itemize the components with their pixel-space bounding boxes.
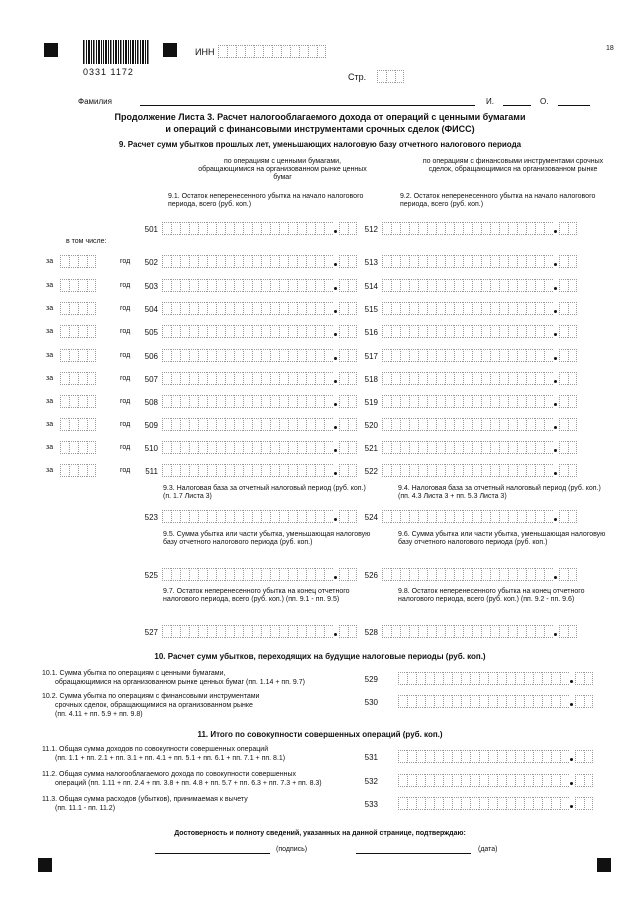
page-number-field[interactable]: [377, 70, 404, 83]
line-code-530: 530: [364, 698, 378, 707]
line-code-right: 513: [364, 258, 378, 267]
corner-marker-top-mid: [163, 43, 177, 57]
god-label: год: [120, 467, 131, 474]
line-code-524: 524: [364, 513, 378, 522]
item-11-1-line2: (пп. 1.1 + пп. 2.1 + пп. 3.1 + пп. 4.1 + пп. 5.1 + пп. 6.1 + пп. 7.1 + пп. 8.1): [55, 755, 286, 762]
za-label: за: [46, 328, 54, 335]
line-code-left: 511: [145, 467, 158, 476]
item-9-3-label: 9.3. Налоговая база за отчетный налоговый период (руб. коп.) (п. 1.7 Листа 3): [163, 485, 366, 500]
date-label: (дата): [478, 846, 498, 853]
year-field[interactable]: [60, 279, 96, 292]
line-code-left: 503: [144, 282, 158, 291]
including-label: в том числе:: [66, 238, 107, 245]
line-code-right: 517: [364, 352, 378, 361]
initial-o-label: О.: [540, 97, 549, 106]
initial-i-field[interactable]: [503, 105, 531, 106]
line-code-right: 512: [364, 225, 378, 234]
line-code-right: 520: [364, 421, 378, 430]
page-title-line1: Продолжение Листа 3. Расчет налогооблагаемого дохода от операций с ценными бумагами: [114, 112, 526, 122]
initial-o-field[interactable]: [558, 105, 590, 106]
line-code-left: 501: [144, 225, 158, 234]
year-field[interactable]: [60, 418, 96, 431]
right-column-title: по операциям с финансовыми инструментами срочных сделок, обращающимися на организованном рынке: [422, 158, 604, 173]
amount-field-left[interactable]: [162, 372, 357, 385]
amount-field-524[interactable]: [382, 510, 577, 523]
za-label: за: [46, 444, 54, 451]
page-label: Стр.: [348, 72, 367, 82]
item-11-2-line1: 11.2. Общая сумма налогооблагаемого дохода по совокупности совершенных: [42, 771, 297, 778]
amount-field-532[interactable]: [398, 774, 593, 787]
amount-field-left[interactable]: [162, 418, 357, 431]
item-9-4-label: 9.4. Налоговая база за отчетный налоговый период (руб. коп.) (пп. 4.3 Листа 3 + пп. 5.3 Листа 3): [398, 485, 601, 500]
confirmation-text: Достоверность и полноту сведений, указанных на данной странице, подтверждаю:: [174, 830, 466, 837]
god-label: год: [120, 421, 131, 428]
amount-field-left[interactable]: [162, 349, 357, 362]
amount-field-right[interactable]: [382, 395, 577, 408]
year-field[interactable]: [60, 325, 96, 338]
item-11-3-line2: (пп. 11.1 - пп. 11.2): [55, 805, 116, 812]
year-field[interactable]: [60, 464, 96, 477]
line-code-left: 507: [144, 375, 158, 384]
year-field[interactable]: [60, 302, 96, 315]
amount-field-right[interactable]: [382, 464, 577, 477]
god-label: год: [120, 444, 131, 451]
line-code-left: 505: [144, 328, 158, 337]
amount-field-right[interactable]: [382, 325, 577, 338]
amount-field-right[interactable]: [382, 372, 577, 385]
line-code-left: 510: [144, 444, 158, 453]
god-label: год: [120, 305, 131, 312]
initial-i-label: И.: [486, 97, 494, 106]
year-field[interactable]: [60, 395, 96, 408]
line-code-left: 502: [144, 258, 158, 267]
line-code-531: 531: [364, 753, 378, 762]
line-code-533: 533: [364, 800, 378, 809]
line-code-523: 523: [144, 513, 158, 522]
item-9-6-label: 9.6. Сумма убытка или части убытка, уменьшающая налоговую базу отчетного налогового периода (руб. коп.): [398, 531, 606, 546]
line-code-526: 526: [364, 571, 378, 580]
za-label: за: [46, 421, 54, 428]
line-code-left: 508: [144, 398, 158, 407]
amount-field-533[interactable]: [398, 797, 593, 810]
item-10-1-line2: обращающимися на организованном рынке ценных бумаг (пп. 1.14 + пп. 9.7): [55, 679, 305, 686]
year-field[interactable]: [60, 372, 96, 385]
amount-field-left[interactable]: [162, 395, 357, 408]
item-10-2-line1: 10.2. Сумма убытка по операциям с финансовыми инструментами: [42, 693, 260, 700]
page-corner-number: 18: [606, 45, 614, 52]
amount-field-left[interactable]: [162, 255, 357, 268]
line-code-right: 521: [364, 444, 378, 453]
amount-field-right[interactable]: [382, 418, 577, 431]
amount-field-right[interactable]: [382, 255, 577, 268]
signature-field[interactable]: [155, 853, 270, 854]
god-label: год: [120, 375, 131, 382]
left-column-title: по операциям с ценными бумагами, обращающимися на организованном рынке ценных бумаг: [198, 158, 367, 181]
amount-field-right[interactable]: [382, 302, 577, 315]
inn-field[interactable]: [218, 45, 326, 58]
line-code-right: 522: [364, 467, 378, 476]
za-label: за: [46, 282, 54, 289]
amount-field-left[interactable]: [162, 302, 357, 315]
item-9-8-label: 9.8. Остаток неперенесенного убытка на конец отчетного налогового периода, всего (руб. коп.) (пп. 9.2 - пп. 9.6): [398, 588, 585, 603]
item-9-1-label: 9.1. Остаток неперенесенного убытка на начало налогового периода, всего (руб. коп.): [168, 193, 364, 208]
amount-field-left[interactable]: [162, 325, 357, 338]
amount-field-left[interactable]: [162, 464, 357, 477]
item-9-7-label: 9.7. Остаток неперенесенного убытка на конец отчетного налогового периода, всего (руб. коп.) (пп. 9.1 - пп. 9.5): [163, 588, 350, 603]
date-field[interactable]: [356, 853, 471, 854]
line-code-right: 516: [364, 328, 378, 337]
item-10-2-line2: срочных сделок, обращающимися на организованном рынке: [55, 702, 253, 709]
line-code-528: 528: [364, 628, 378, 637]
god-label: год: [120, 282, 131, 289]
amount-field-right[interactable]: [382, 222, 577, 235]
line-code-527: 527: [144, 628, 158, 637]
line-code-532: 532: [364, 777, 378, 786]
amount-field-527[interactable]: [162, 625, 357, 638]
line-code-529: 529: [364, 675, 378, 684]
za-label: за: [46, 352, 54, 359]
line-code-right: 518: [364, 375, 378, 384]
amount-field-right[interactable]: [382, 349, 577, 362]
amount-field-526[interactable]: [382, 568, 577, 581]
god-label: год: [120, 258, 131, 265]
amount-field-left[interactable]: [162, 279, 357, 292]
item-11-3-line1: 11.3. Общая сумма расходов (убытков), принимаемая к вычету: [42, 796, 248, 803]
amount-field-528[interactable]: [382, 625, 577, 638]
line-code-left: 509: [144, 421, 158, 430]
corner-marker-bottom-right: [597, 858, 611, 872]
year-field[interactable]: [60, 255, 96, 268]
line-code-right: 519: [364, 398, 378, 407]
section9-heading: 9. Расчет сумм убытков прошлых лет, уменьшающих налоговую базу отчетного налогового периода: [118, 140, 522, 149]
amount-field-531[interactable]: [398, 750, 593, 763]
amount-field-530[interactable]: [398, 695, 593, 708]
item-10-2-line3: (пп. 4.11 + пп. 5.9 + пп. 9.8): [55, 711, 143, 718]
amount-field-right[interactable]: [382, 441, 577, 454]
za-label: за: [46, 305, 54, 312]
section10-heading: 10. Расчет сумм убытков, переходящих на будущие налоговые периоды (руб. коп.): [154, 652, 486, 661]
amount-field-523[interactable]: [162, 510, 357, 523]
corner-marker-top-left: [44, 43, 58, 57]
god-label: год: [120, 328, 131, 335]
god-label: год: [120, 352, 131, 359]
page-title-line2: и операций с финансовыми инструментами срочных сделок (ФИСС): [165, 124, 475, 134]
amount-field-525[interactable]: [162, 568, 357, 581]
item-10-1-line1: 10.1. Сумма убытка по операциям с ценными бумагами,: [42, 670, 226, 677]
line-code-left: 504: [144, 305, 158, 314]
amount-field-529[interactable]: [398, 672, 593, 685]
za-label: за: [46, 375, 54, 382]
year-field[interactable]: [60, 441, 96, 454]
amount-field-left[interactable]: [162, 222, 357, 235]
line-code-right: 515: [364, 305, 378, 314]
item-9-2-label: 9.2. Остаток неперенесенного убытка на начало налогового периода, всего (руб. коп.): [400, 193, 596, 208]
za-label: за: [46, 398, 54, 405]
amount-field-right[interactable]: [382, 279, 577, 292]
line-code-525: 525: [144, 571, 158, 580]
inn-label: ИНН: [195, 47, 215, 57]
item-11-1-line1: 11.1. Общая сумма доходов по совокупности совершенных операций: [42, 746, 269, 753]
corner-marker-bottom-left: [38, 858, 52, 872]
year-field[interactable]: [60, 349, 96, 362]
surname-label: Фамилия: [78, 97, 112, 106]
surname-field[interactable]: [140, 105, 475, 106]
item-11-2-line2: операций (пп. 1.11 + пп. 2.4 + пп. 3.8 + пп. 4.8 + пп. 5.7 + пп. 6.3 + пп. 7.3 + пп. 8.3): [55, 780, 322, 787]
signature-label: (подпись): [276, 846, 308, 853]
amount-field-left[interactable]: [162, 441, 357, 454]
item-9-5-label: 9.5. Сумма убытка или части убытка, уменьшающая налоговую базу отчетного налогового периода (руб. коп.): [163, 531, 371, 546]
za-label: за: [46, 258, 54, 265]
za-label: за: [46, 467, 54, 474]
section11-heading: 11. Итого по совокупности совершенных операций (руб. коп.): [197, 730, 443, 739]
god-label: год: [120, 398, 131, 405]
barcode-number: 0331 1172: [83, 67, 134, 77]
line-code-left: 506: [144, 352, 158, 361]
line-code-right: 514: [364, 282, 378, 291]
